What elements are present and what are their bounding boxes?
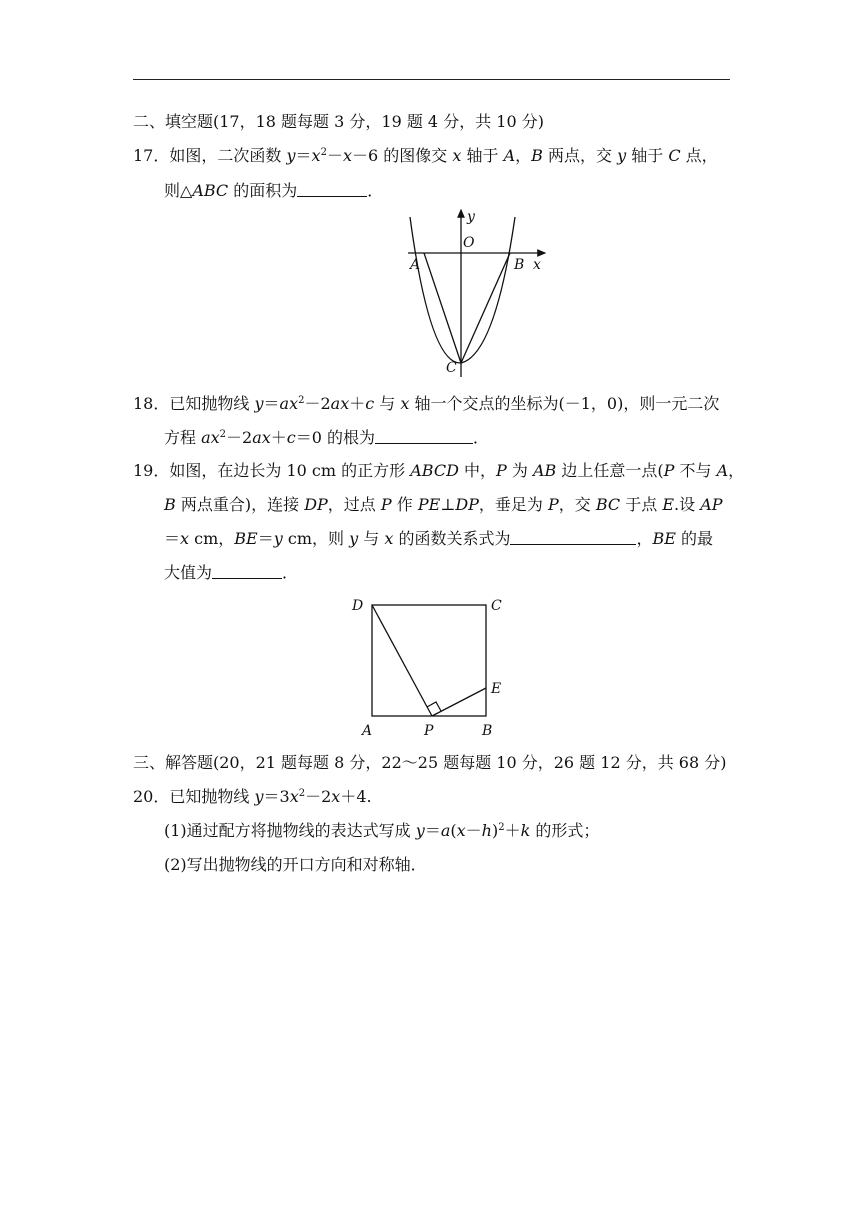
- q19-line-4: 大值为 ．: [164, 563, 299, 582]
- q17-line-2: 则△ABC 的面积为 ．: [164, 181, 384, 200]
- header-rule: [133, 79, 730, 80]
- section-2-heading: 二、填空题(17，18 题每题 3 分，19 题 4 分，共 10 分): [133, 112, 544, 131]
- point-D-label: D: [352, 598, 364, 614]
- q19-line-3: ＝x cm，BE＝y cm，则 y 与 x 的函数关系式为 ，BE 的最: [164, 529, 713, 548]
- answer-blank-17[interactable]: [297, 182, 367, 197]
- segment-BC: [461, 253, 510, 363]
- point-C-label: C: [491, 598, 502, 614]
- q20-stem: 20．已知抛物线 $y=3x^2-2x+4$.: [133, 787, 372, 806]
- point-A-label: A: [362, 723, 373, 739]
- q17-line-1: 17．如图，二次函数 $y=x^2-x-6$ 的图像交 x 轴于 A，B 两点，交 y 轴于 C 点，: [133, 146, 718, 165]
- answer-blank-18[interactable]: [375, 429, 473, 444]
- x-axis-label: x: [533, 257, 541, 273]
- point-B-label: B: [514, 257, 525, 273]
- answer-blank-19a[interactable]: [510, 530, 636, 545]
- segment-DP: [372, 605, 432, 716]
- q19-square-figure: [345, 592, 520, 742]
- point-C-label: C: [446, 360, 457, 376]
- origin-label: O: [463, 235, 475, 251]
- point-B-label: B: [482, 723, 493, 739]
- section-3-heading: 三、解答题(20，21 题每题 8 分，22～25 题每题 10 分，26 题 12 分，共 68 分): [133, 753, 727, 772]
- q18-line-1: 18．已知抛物线 $y=ax^2-2ax+c$ 与 x 轴一个交点的坐标为(－1，0)，则一元二次: [133, 394, 720, 413]
- q19-line-2: B 两点重合)，连接 DP，过点 P 作 PE⊥DP，垂足为 P，交 BC 于点 E.设 AP: [164, 495, 723, 514]
- segment-AC: [424, 253, 461, 363]
- square-ABCD: [372, 605, 486, 716]
- point-A-label: A: [410, 257, 421, 273]
- q19-line-1: 19．如图，在边长为 10 cm 的正方形 ABCD 中，P 为 AB 边上任意一点(P 不与 A，: [133, 461, 745, 480]
- y-axis-label: y: [467, 209, 475, 225]
- point-P-label: P: [424, 723, 434, 739]
- q18-line-2: 方程 $ax^2-2ax+c=0$ 的根为 ．: [164, 428, 490, 447]
- q20-part-2: (2)写出抛物线的开口方向和对称轴．: [164, 855, 427, 874]
- segment-PE: [432, 688, 486, 716]
- answer-blank-19b[interactable]: [212, 564, 282, 579]
- q17-parabola-figure: [400, 205, 555, 380]
- point-E-label: E: [491, 681, 502, 697]
- q20-part-1: (1)通过配方将抛物线的表达式写成 $y=a(x-h)^2+k$ 的形式；: [164, 821, 600, 840]
